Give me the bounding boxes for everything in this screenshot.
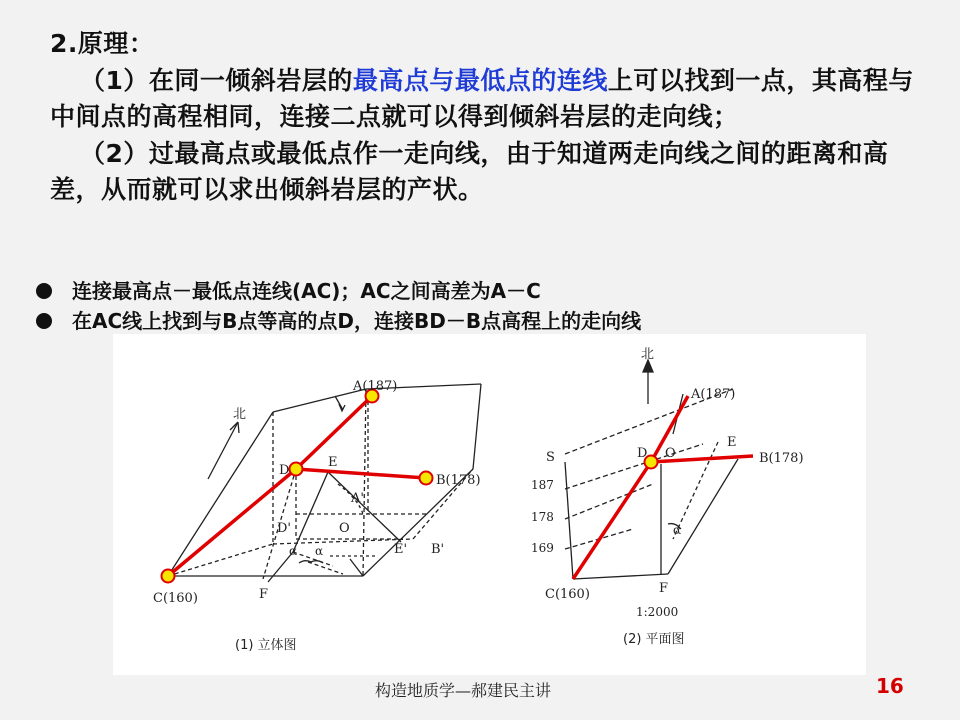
point-b-marker-icon: [420, 472, 433, 485]
para1-suffix: 上可以找到一点，其高程与中间点的高程相同，连接二点就可以得到倾斜岩层的走向线；: [50, 65, 914, 131]
label-b: B(178): [436, 473, 481, 488]
para1-highlight: 最高点与最低点的连线: [352, 65, 608, 95]
label-s-plan: S: [546, 450, 555, 465]
red-lines-right: [573, 396, 753, 579]
point-c-marker-icon: [162, 570, 175, 583]
label-f: F: [259, 587, 269, 602]
bullet-text: 在AC线上找到与B点等高的点D，连接BD－B点高程上的走向线: [72, 309, 642, 333]
label-alpha-2: α: [315, 544, 324, 558]
label-alpha-plan: α: [673, 523, 682, 537]
tick-169: 169: [531, 541, 554, 555]
caption-left: (1) 立体图: [235, 638, 297, 653]
label-e-plan: E: [727, 435, 737, 450]
tick-178: 178: [531, 510, 554, 524]
label-o: O: [339, 521, 350, 536]
page-number: 16: [876, 674, 904, 698]
label-d-plan: D: [637, 446, 648, 461]
footer-course: 构造地质学—郝建民主讲: [375, 681, 552, 700]
label-e-top: E: [328, 455, 338, 470]
scale-label: 1:2000: [636, 605, 679, 619]
bullet-text: 连接最高点－最低点连线(AC)；AC之间高差为A－C: [72, 279, 541, 303]
principle-heading: 2.原理：: [50, 29, 155, 58]
label-b-bottom: B': [431, 542, 445, 557]
bullet-item: [36, 276, 916, 306]
label-a-prime: A': [351, 491, 364, 506]
para1-prefix: （1）在同一倾斜岩层的: [80, 65, 353, 95]
caption-right: (2) 平面图: [623, 632, 685, 647]
north-label: 北: [233, 407, 247, 422]
north-label-plan: 北: [641, 347, 655, 362]
bullet-dot-icon: [36, 283, 52, 299]
principle-text: [50, 26, 920, 209]
principle-paragraph-1: [50, 63, 920, 136]
principle-paragraph-2: （2）过最高点或最低点作一走向线，由于知道两走向线之间的距离和高差，从而就可以求出倾斜岩层的产状。: [50, 138, 889, 204]
bullet-dot-icon: [36, 313, 52, 329]
tick-187: 187: [531, 478, 554, 492]
label-a: A(187): [353, 379, 398, 394]
label-c: C(160): [153, 591, 198, 606]
label-e-bottom: E': [394, 542, 408, 557]
label-alpha-1: α: [289, 544, 298, 558]
label-f-plan: F: [659, 581, 669, 596]
point-d-marker-icon: [290, 463, 303, 476]
figure-panel: [113, 334, 866, 675]
bullet-item: [36, 306, 916, 336]
label-a-plan: A(187): [691, 387, 736, 402]
label-b-plan: B(178): [759, 451, 804, 466]
figure-svg: [113, 334, 866, 675]
label-d-top: D: [279, 463, 290, 478]
label-d-bottom: D': [277, 521, 291, 536]
label-c-plan: C(160): [545, 587, 590, 602]
bullet-list: [36, 276, 916, 336]
label-o-plan: O: [665, 446, 676, 461]
